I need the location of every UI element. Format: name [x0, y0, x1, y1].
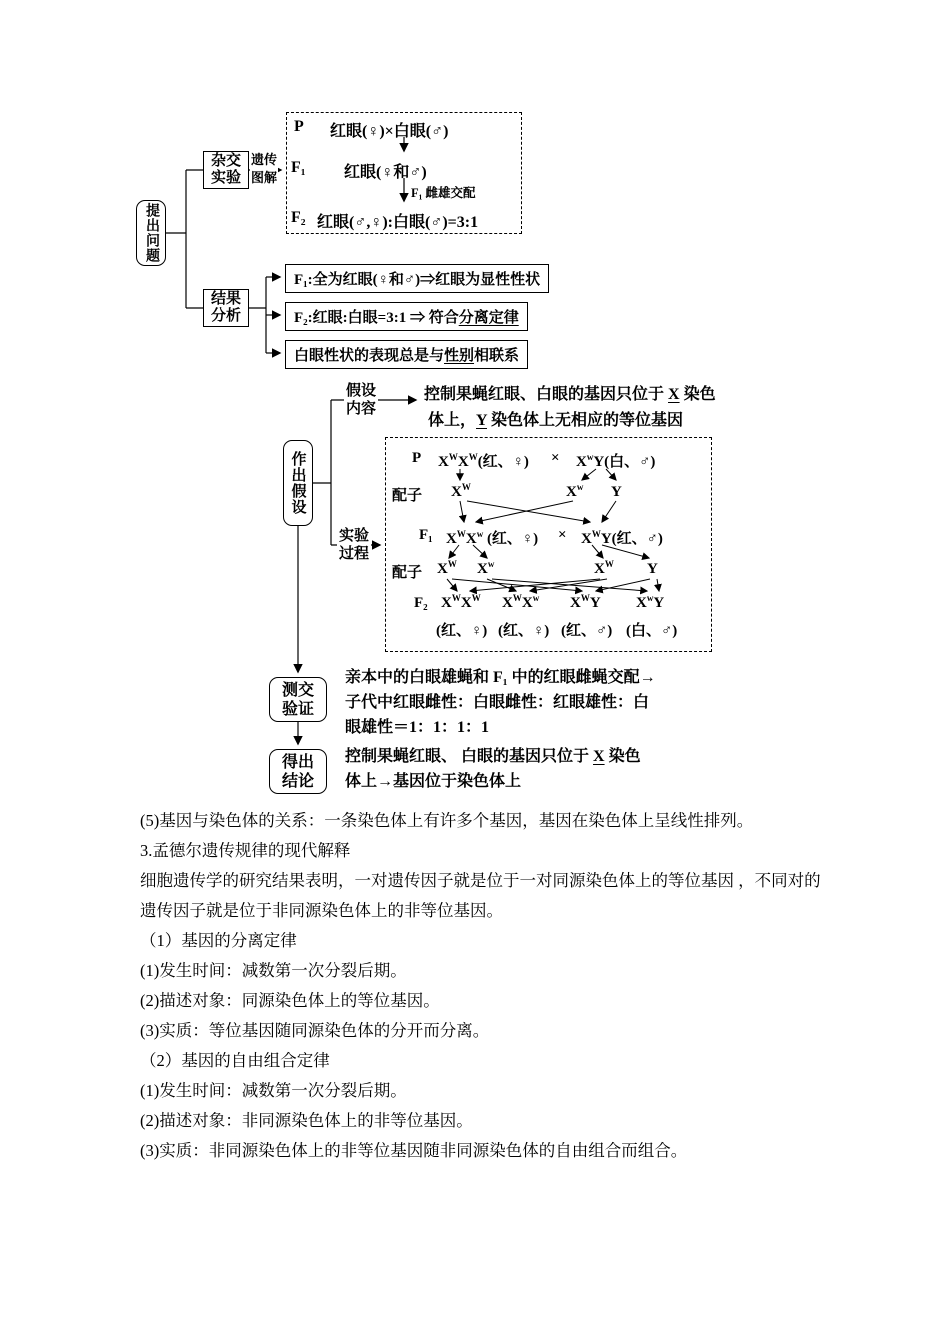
f2-phenotype-4: (白、♂)	[626, 623, 678, 639]
paragraph: (2)描述对象：非同源染色体上的非等位基因。	[140, 1111, 473, 1130]
cross-experiment-box: 杂交实验	[203, 151, 249, 189]
gamete-xW-mother: $X^W$	[451, 482, 471, 500]
paragraph: (3)实质：非同源染色体上的非等位基因随非同源染色体的自由组合而组合。	[140, 1141, 688, 1160]
testcross-verify-box: 测交验证	[269, 677, 327, 722]
conclusion-text-line2: 体上→基因位于染色体上	[345, 773, 522, 790]
cross-p-mother-genotype: $X^WX^W$(红、♀)	[438, 452, 529, 470]
cross-p-label: P	[412, 450, 422, 466]
result-item-3: 白眼性状的表现总是与性别相联系	[285, 340, 528, 369]
f2-generation-text: 红眼(♂,♀):白眼(♂)=3:1	[317, 214, 479, 231]
f2-genotype-1: $X^WX^W$	[441, 593, 481, 611]
cross-f1-label: F₁	[419, 527, 433, 543]
f2-phenotype-2: (红、♀)	[498, 623, 550, 639]
f2-generation-label: F₂	[291, 209, 306, 226]
gamete-xw-father: $X^w$	[566, 482, 584, 500]
cross-f2-label: F₂	[414, 595, 428, 611]
paragraph: (2)描述对象：同源染色体上的等位基因。	[140, 991, 440, 1010]
f1-generation-label: F₁	[291, 159, 306, 176]
testcross-text-line3: 眼雄性＝1：1：1：1	[345, 719, 490, 736]
f1-mating-note: F₁ 雌雄交配	[411, 186, 476, 200]
result-item-1: F₁:全为红眼(♀和♂)⇒红眼为显性性状	[285, 264, 549, 293]
paragraph: (5)基因与染色体的关系：一条染色体上有许多个基因，基因在染色体上呈线性排列。	[140, 811, 754, 830]
paragraph: (3)实质：等位基因随同源染色体的分开而分离。	[140, 1021, 490, 1040]
experiment-process-label: 实验过程	[338, 528, 369, 562]
cross-f1-mother-genotype: $X^WX^w$ (红、♀)	[446, 529, 539, 547]
f1-gamete-xW-mother: $X^W$	[437, 559, 457, 577]
body-text-block	[140, 806, 824, 1166]
p-generation-label: P	[294, 118, 304, 135]
paragraph: (1)发生时间：减数第一次分裂后期。	[140, 1081, 407, 1100]
result-analysis-box: 结果分析	[203, 289, 249, 327]
f1-gamete-xW-father: $X^W$	[594, 559, 614, 577]
make-hypothesis-box: 作出假设	[283, 440, 313, 526]
f2-genotype-2: $X^WX^w$	[502, 593, 540, 611]
cross-f1-father-genotype: $X^WY$(红、♂)	[581, 529, 663, 547]
testcross-text-line2: 子代中红眼雌性：白眼雌性：红眼雄性：白	[345, 694, 650, 711]
f2-phenotype-3: (红、♂)	[561, 623, 613, 639]
f1-gamete-xw-mother: $X^w$	[477, 559, 495, 577]
gamete-row2-label: 配子	[392, 565, 423, 581]
f1-generation-text: 红眼(♀和♂)	[344, 164, 427, 181]
p-generation-text: 红眼(♀)×白眼(♂)	[330, 123, 449, 140]
paragraph: 细胞遗传学的研究结果表明，一对遗传因子就是位于一对同源染色体上的等位基因 ，不同对的遗传因子就是位于非同源染色体上的非等位基因。	[140, 871, 821, 920]
hypothesis-content-label: 假设内容	[345, 383, 376, 417]
testcross-text-line1: 亲本中的白眼雄蝇和 F₁ 中的红眼雌蝇交配→	[345, 669, 656, 686]
cross-times-1: ×	[551, 450, 560, 466]
paragraph: 3.孟德尔遗传规律的现代解释	[140, 841, 351, 860]
paragraph: （2）基因的自由组合定律	[140, 1051, 330, 1070]
cross-times-2: ×	[558, 527, 567, 543]
gamete-y-father: Y	[611, 484, 622, 500]
paragraph: （1）基因的分离定律	[140, 931, 297, 950]
hypothesis-text-line1: 控制果蝇红眼、白眼的基因只位于 X 染色	[424, 386, 716, 403]
f2-genotype-4: $X^wY$	[636, 593, 665, 611]
f2-genotype-3: $X^WY$	[570, 593, 601, 611]
gamete-row1-label: 配子	[392, 488, 423, 504]
conclusion-box: 得出结论	[269, 749, 327, 794]
result-item-2: F₂:红眼:白眼=3:1 ⇒ 符合分离定律	[285, 302, 528, 331]
paragraph: (1)发生时间：减数第一次分裂后期。	[140, 961, 407, 980]
f1-gamete-y-father: Y	[647, 561, 658, 577]
conclusion-text-line1: 控制果蝇红眼、 白眼的基因只位于 X 染色	[345, 748, 641, 765]
cross-p-father-genotype: $X^wY$(白、♂)	[576, 452, 656, 470]
hypothesis-text-line2: 体上，Y 染色体上无相应的等位基因	[428, 412, 683, 429]
genetic-diagram-label: 遗传图解	[250, 152, 277, 185]
f2-phenotype-1: (红、♀)	[436, 623, 488, 639]
propose-question-box: 提出问题	[136, 200, 166, 266]
